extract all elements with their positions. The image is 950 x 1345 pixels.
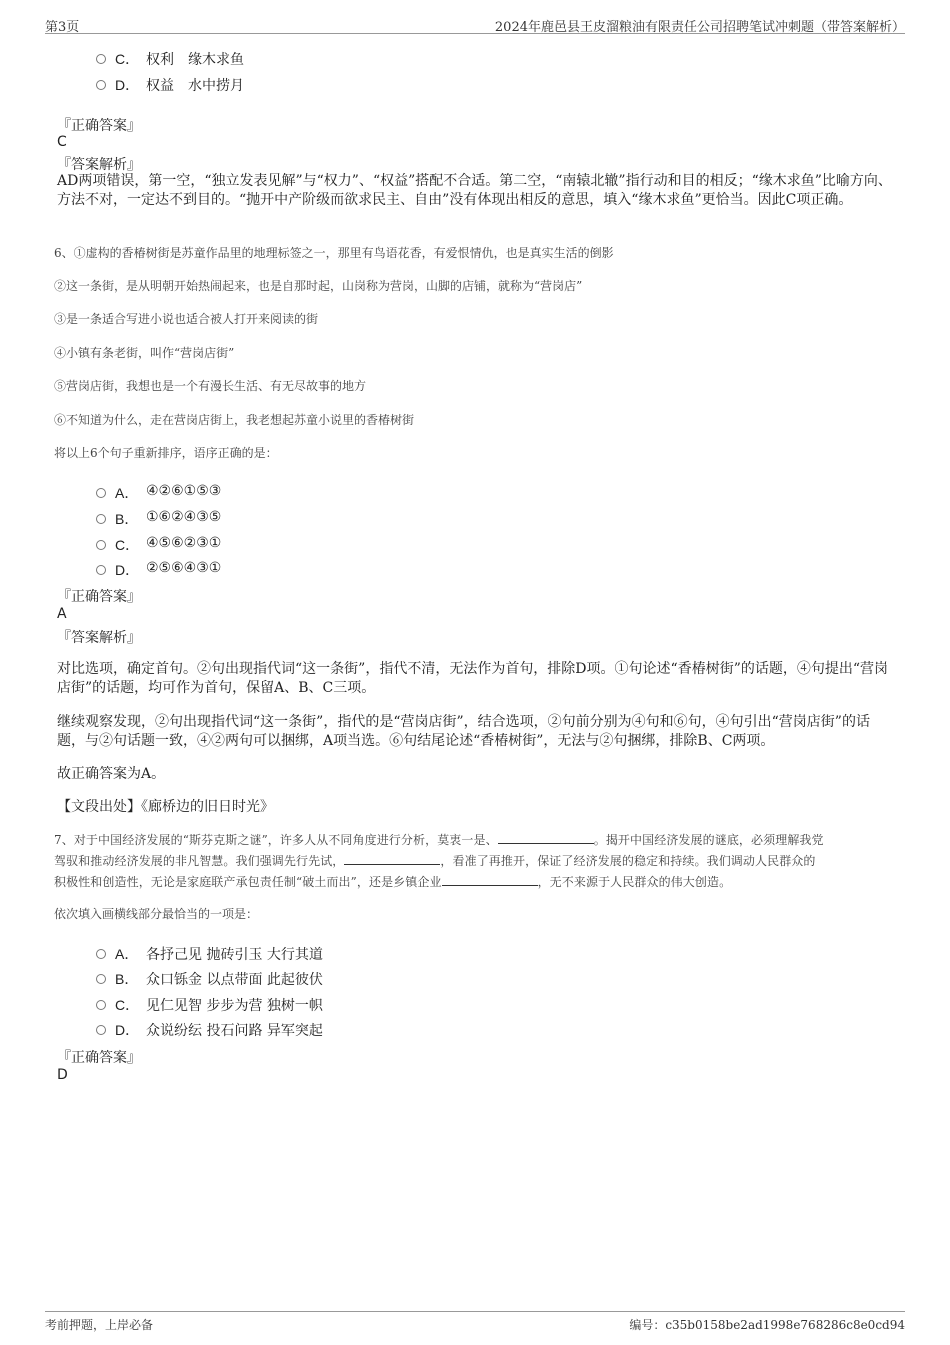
radio-icon[interactable] (96, 974, 106, 984)
document-title: 2024年鹿邑县王皮溜粮油有限责任公司招聘笔试冲刺题（带答案解析） (494, 20, 905, 35)
q6-sentence-2: ②这一条街，是从明朝开始热闹起来，也是自那时起，山岗称为营岗，山脚的店铺，就称为“营岗店” (54, 279, 583, 293)
q6-analysis-paragraph-2: 继续观察发现，②句出现指代词“这一条街”，指代的是“营岗店街”，结合选项，②句前分别为④句和⑥句，④句引出“营岗店街”的话题，与②句话题一致，④②两句可以捆绑，A项当选。⑥句结尾论述“香椿树街”，无法与②句捆绑，排除B、C两项。 (57, 714, 870, 749)
q5-analysis-label: 『答案解析』 (57, 157, 141, 173)
q6-prompt: 将以上6个句子重新排序，语序正确的是： (54, 446, 278, 460)
q6-answer: A (57, 606, 67, 622)
fill-blank-3[interactable] (442, 874, 538, 886)
page-footer (45, 1311, 905, 1335)
radio-icon[interactable] (96, 488, 106, 498)
q7-answer: D (57, 1067, 68, 1083)
radio-icon[interactable] (96, 565, 106, 575)
document-code: 编号：c35b0158be2ad1998e768286c8e0cd94 (629, 1318, 905, 1332)
radio-icon[interactable] (96, 1000, 106, 1010)
q5-answer: C (57, 134, 67, 150)
radio-icon[interactable] (96, 54, 106, 64)
q6-stem: 6、①虚构的香椿树街是苏童作品里的地理标签之一，那里有鸟语花香，有爱恨情仇，也是真实生活的倒影 (54, 246, 614, 260)
q5-analysis: AD两项错误，第一空，“独立发表见解”与“权力”、“权益”搭配不合适。第二空，“南辕北辙”指行动和目的相反；“缘木求鱼”比喻方向、方法不对，一定达不到目的。“抛开中产阶级而欲求民主、自由”没有体现出相反的意思，填入“缘木求鱼”更恰当。因此C项正确。 (57, 173, 892, 208)
q6-sentence-6: ⑥不知道为什么，走在营岗店街上，我老想起苏童小说里的香椿树街 (54, 413, 415, 427)
radio-icon[interactable] (96, 514, 106, 524)
footer-slogan: 考前押题，上岸必备 (45, 1318, 154, 1332)
fill-blank-1[interactable] (498, 832, 594, 844)
q6-analysis-label: 『答案解析』 (57, 630, 141, 646)
page-number: 第3页 (45, 20, 80, 35)
q6-source: 【文段出处】《廊桥边的旧日时光》 (57, 799, 274, 815)
q5-answer-label: 『正确答案』 (57, 118, 141, 134)
q6-sentence-3: ③是一条适合写进小说也适合被人打开来阅读的街 (54, 312, 319, 326)
radio-icon[interactable] (96, 80, 106, 90)
q7-prompt: 依次填入画横线部分最恰当的一项是： (54, 907, 259, 921)
radio-icon[interactable] (96, 949, 106, 959)
fill-blank-2[interactable] (344, 853, 440, 865)
q6-analysis-paragraph-3: 故正确答案为A。 (57, 766, 166, 782)
q6-answer-label: 『正确答案』 (57, 589, 141, 605)
q6-sentence-5: ⑤营岗店街，我想也是一个有漫长生活、有无尽故事的地方 (54, 379, 367, 393)
q6-sentence-4: ④小镇有条老街，叫作“营岗店街” (54, 346, 235, 360)
radio-icon[interactable] (96, 1025, 106, 1035)
q7-answer-label: 『正确答案』 (57, 1050, 141, 1066)
q6-analysis-paragraph-1: 对比选项，确定首句。②句出现指代词“这一条街”，指代不清，无法作为首句，排除D项。①句论述“香椿树街”的话题，④句提出“营岗店街”的话题，均可作为首句，保留A、B、C三项。 (57, 661, 889, 696)
radio-icon[interactable] (96, 540, 106, 550)
q7-stem: 7、对于中国经济发展的“斯芬克斯之谜”，许多人从不同角度进行分析，莫衷一是、 。揭开中国经济发展的谜底，必须理解我党 驾驭和推动经济发展的非凡智慧。我们强调先行先试， ，看准了再推开，保证了经济发展的稳定和持续。我们调动人民群众的 积极性和创造性，无论是家庭联产承包责任制“破土而出”，还是乡镇企业 ，无不来源于人民群众的伟大创造。 (54, 833, 824, 889)
page-header (45, 14, 905, 34)
